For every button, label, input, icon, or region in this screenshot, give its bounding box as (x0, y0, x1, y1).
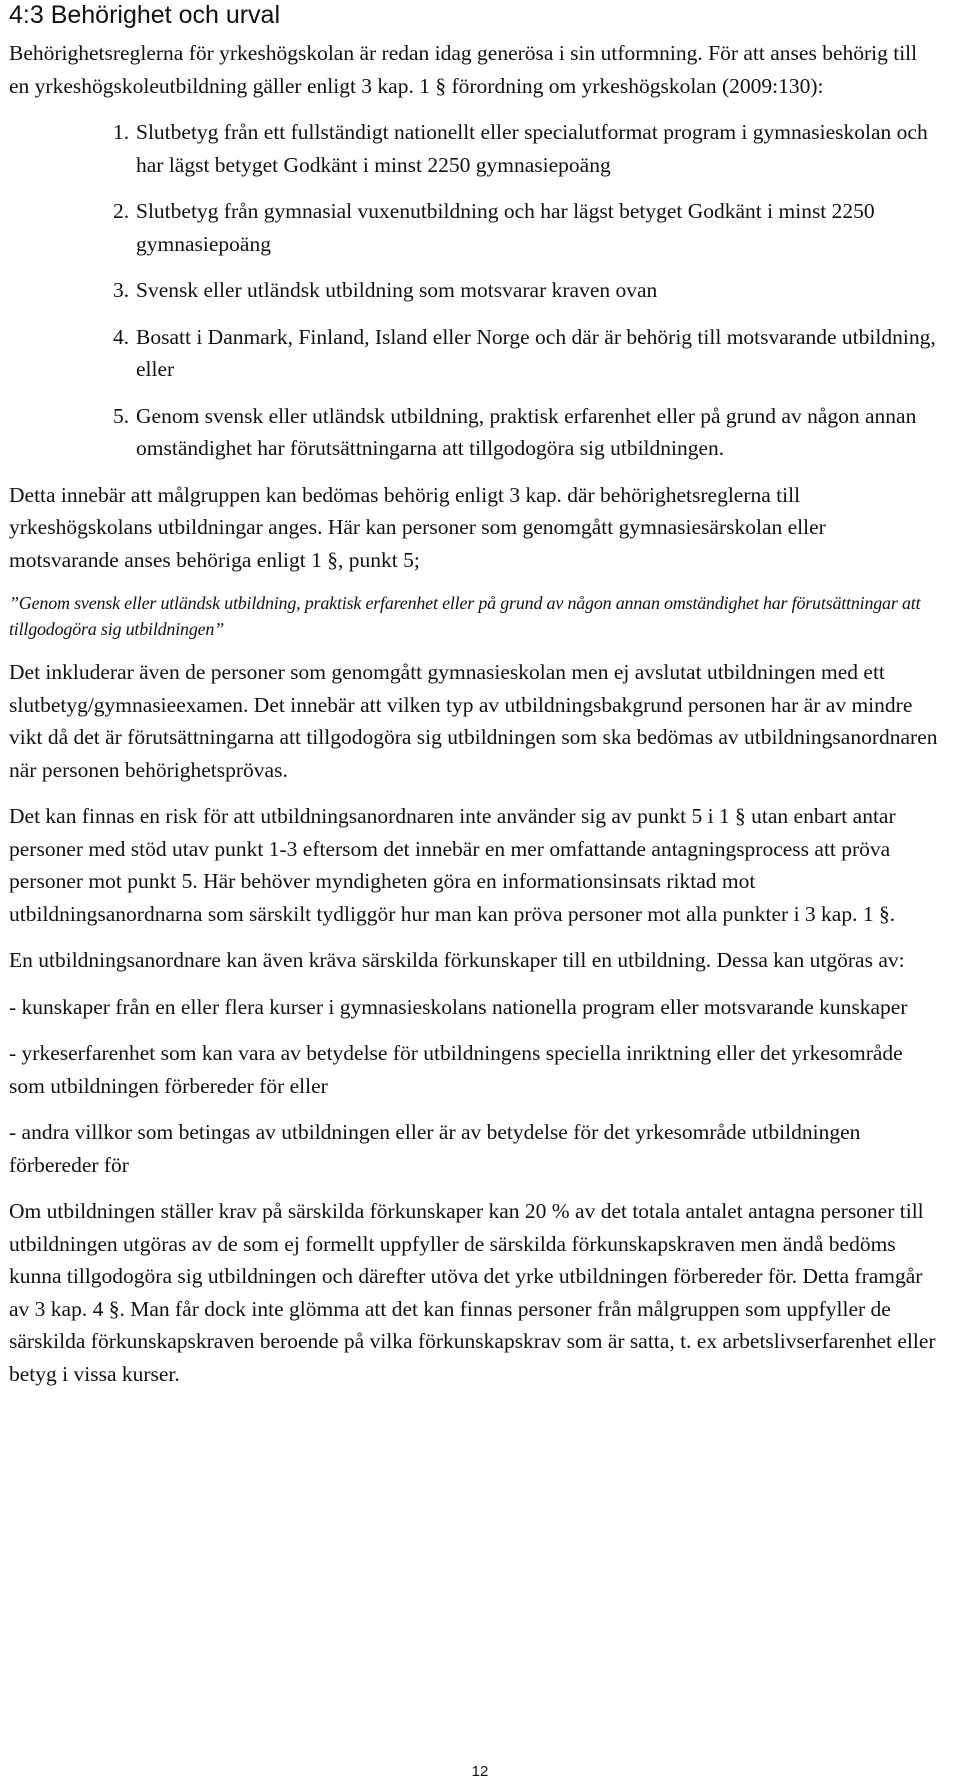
page-number: 12 (471, 1763, 489, 1780)
prerequisite-item: - kunskaper från en eller flera kurser i gymnasieskolans nationella program eller motsvarande kunskaper (9, 994, 908, 1019)
list-item-text: Slutbetyg från ett fullständigt nationellt eller specialutformat program i gymnasieskolan och har lägst betyget Godkänt i minst 2250 gymnasiepoäng (136, 120, 928, 177)
intro-paragraph: Behörighetsreglerna för yrkeshögskolan är redan idag generösa i sin utformning. För att anses behörig till en yrkeshögskoleutbildning gäller enligt 3 kap. 1 § förordning om yrkeshögskolan (2009:130): (9, 41, 918, 98)
list-item-number: 1. (113, 120, 130, 144)
list-item-number: 5. (113, 403, 130, 428)
list-item (9, 400, 939, 465)
prerequisite-item: - andra villkor som betingas av utbildningen eller är av betydelse för det yrkesområde utbildningen förbereder för (9, 1120, 861, 1177)
list-item-number: 3. (113, 278, 130, 302)
list-item (9, 195, 939, 260)
list-item-text: Slutbetyg från gymnasial vuxenutbildning och har lägst betyget Godkänt i minst 2250 gymnasiepoäng (136, 199, 875, 256)
risk-paragraph: Det kan finnas en risk för att utbildningsanordnaren inte använder sig av punkt 5 i 1 § utan enbart antar personer med stöd utav punkt 1-3 eftersom det innebär en mer omfattande antagningsprocess att pröva personer mot punkt 5. Här behöver myndigheten göra en informationsinsats riktad mot utbildningsanordnarna som särskilt tydliggör hur man kan pröva personer mot alla punkter i 3 kap. 1 §. (9, 804, 896, 926)
quote-paragraph: ”Genom svensk eller utländsk utbildning, praktisk erfarenhet eller på grund av någon annan omständighet har förutsättningar att tillgodogöra sig utbildningen” (9, 593, 921, 639)
list-item-text: Svensk eller utländsk utbildning som motsvarar kraven ovan (136, 278, 658, 302)
list-item-number: 4. (113, 324, 130, 349)
list-item (9, 274, 939, 307)
list-item (9, 116, 939, 181)
prerequisites-paragraph: En utbildningsanordnare kan även kräva särskilda förkunskaper till en utbildning. Dessa kan utgöras av: (9, 948, 905, 972)
list-item-number: 2. (113, 199, 130, 223)
list-item (9, 321, 939, 386)
percent-paragraph: Om utbildningen ställer krav på särskilda förkunskaper kan 20 % av det totala antalet antagna personer till utbildningen utgöras av de som ej formellt uppfyller de särskilda förkunskapskraven men ändå bedöms kunna tillgodogöra sig utbildningen och därefter utöva det yrke utbildningen förbereder för. Detta framgår av 3 kap. 4 §. Man får dock inte glömma att det kan finnas personer från målgruppen som uppfyller de särskilda förkunskapskraven beroende på vilka förkunskapskrav som är satta, t. ex arbetslivserfarenhet eller betyg i vissa kurser. (9, 1199, 936, 1386)
requirements-list (9, 116, 939, 465)
includes-paragraph: Det inkluderar även de personer som genomgått gymnasieskolan men ej avslutat utbildningen med ett slutbetyg/gymnasieexamen. Det innebär att vilken typ av utbildningsbakgrund personen har är av mindre vikt då det är förutsättningarna att tillgodogöra sig utbildningen som ska bedömas av utbildningsanordnaren när personen behörighetsprövas. (9, 660, 938, 782)
list-item-text: Genom svensk eller utländsk utbildning, praktisk erfarenhet eller på grund av någon annan omständighet har förutsättningarna att tillgodogöra sig utbildningen. (136, 403, 917, 460)
prerequisite-item: - yrkeserfarenhet som kan vara av betydelse för utbildningens speciella inriktning eller det yrkesområde som utbildningen förbereder för eller (9, 1041, 903, 1098)
section-heading: 4:3 Behörighet och urval (9, 1, 281, 29)
list-item-text: Bosatt i Danmark, Finland, Island eller Norge och där är behörig till motsvarande utbildning, eller (136, 324, 936, 381)
document-page (9, 0, 939, 1404)
target-group-paragraph: Detta innebär att målgruppen kan bedömas behörig enligt 3 kap. där behörighetsreglerna till yrkeshögskolans utbildningar anges. Här kan personer som genomgått gymnasiesärskolan eller motsvarande anses behöriga enligt 1 §, punkt 5; (9, 482, 826, 572)
